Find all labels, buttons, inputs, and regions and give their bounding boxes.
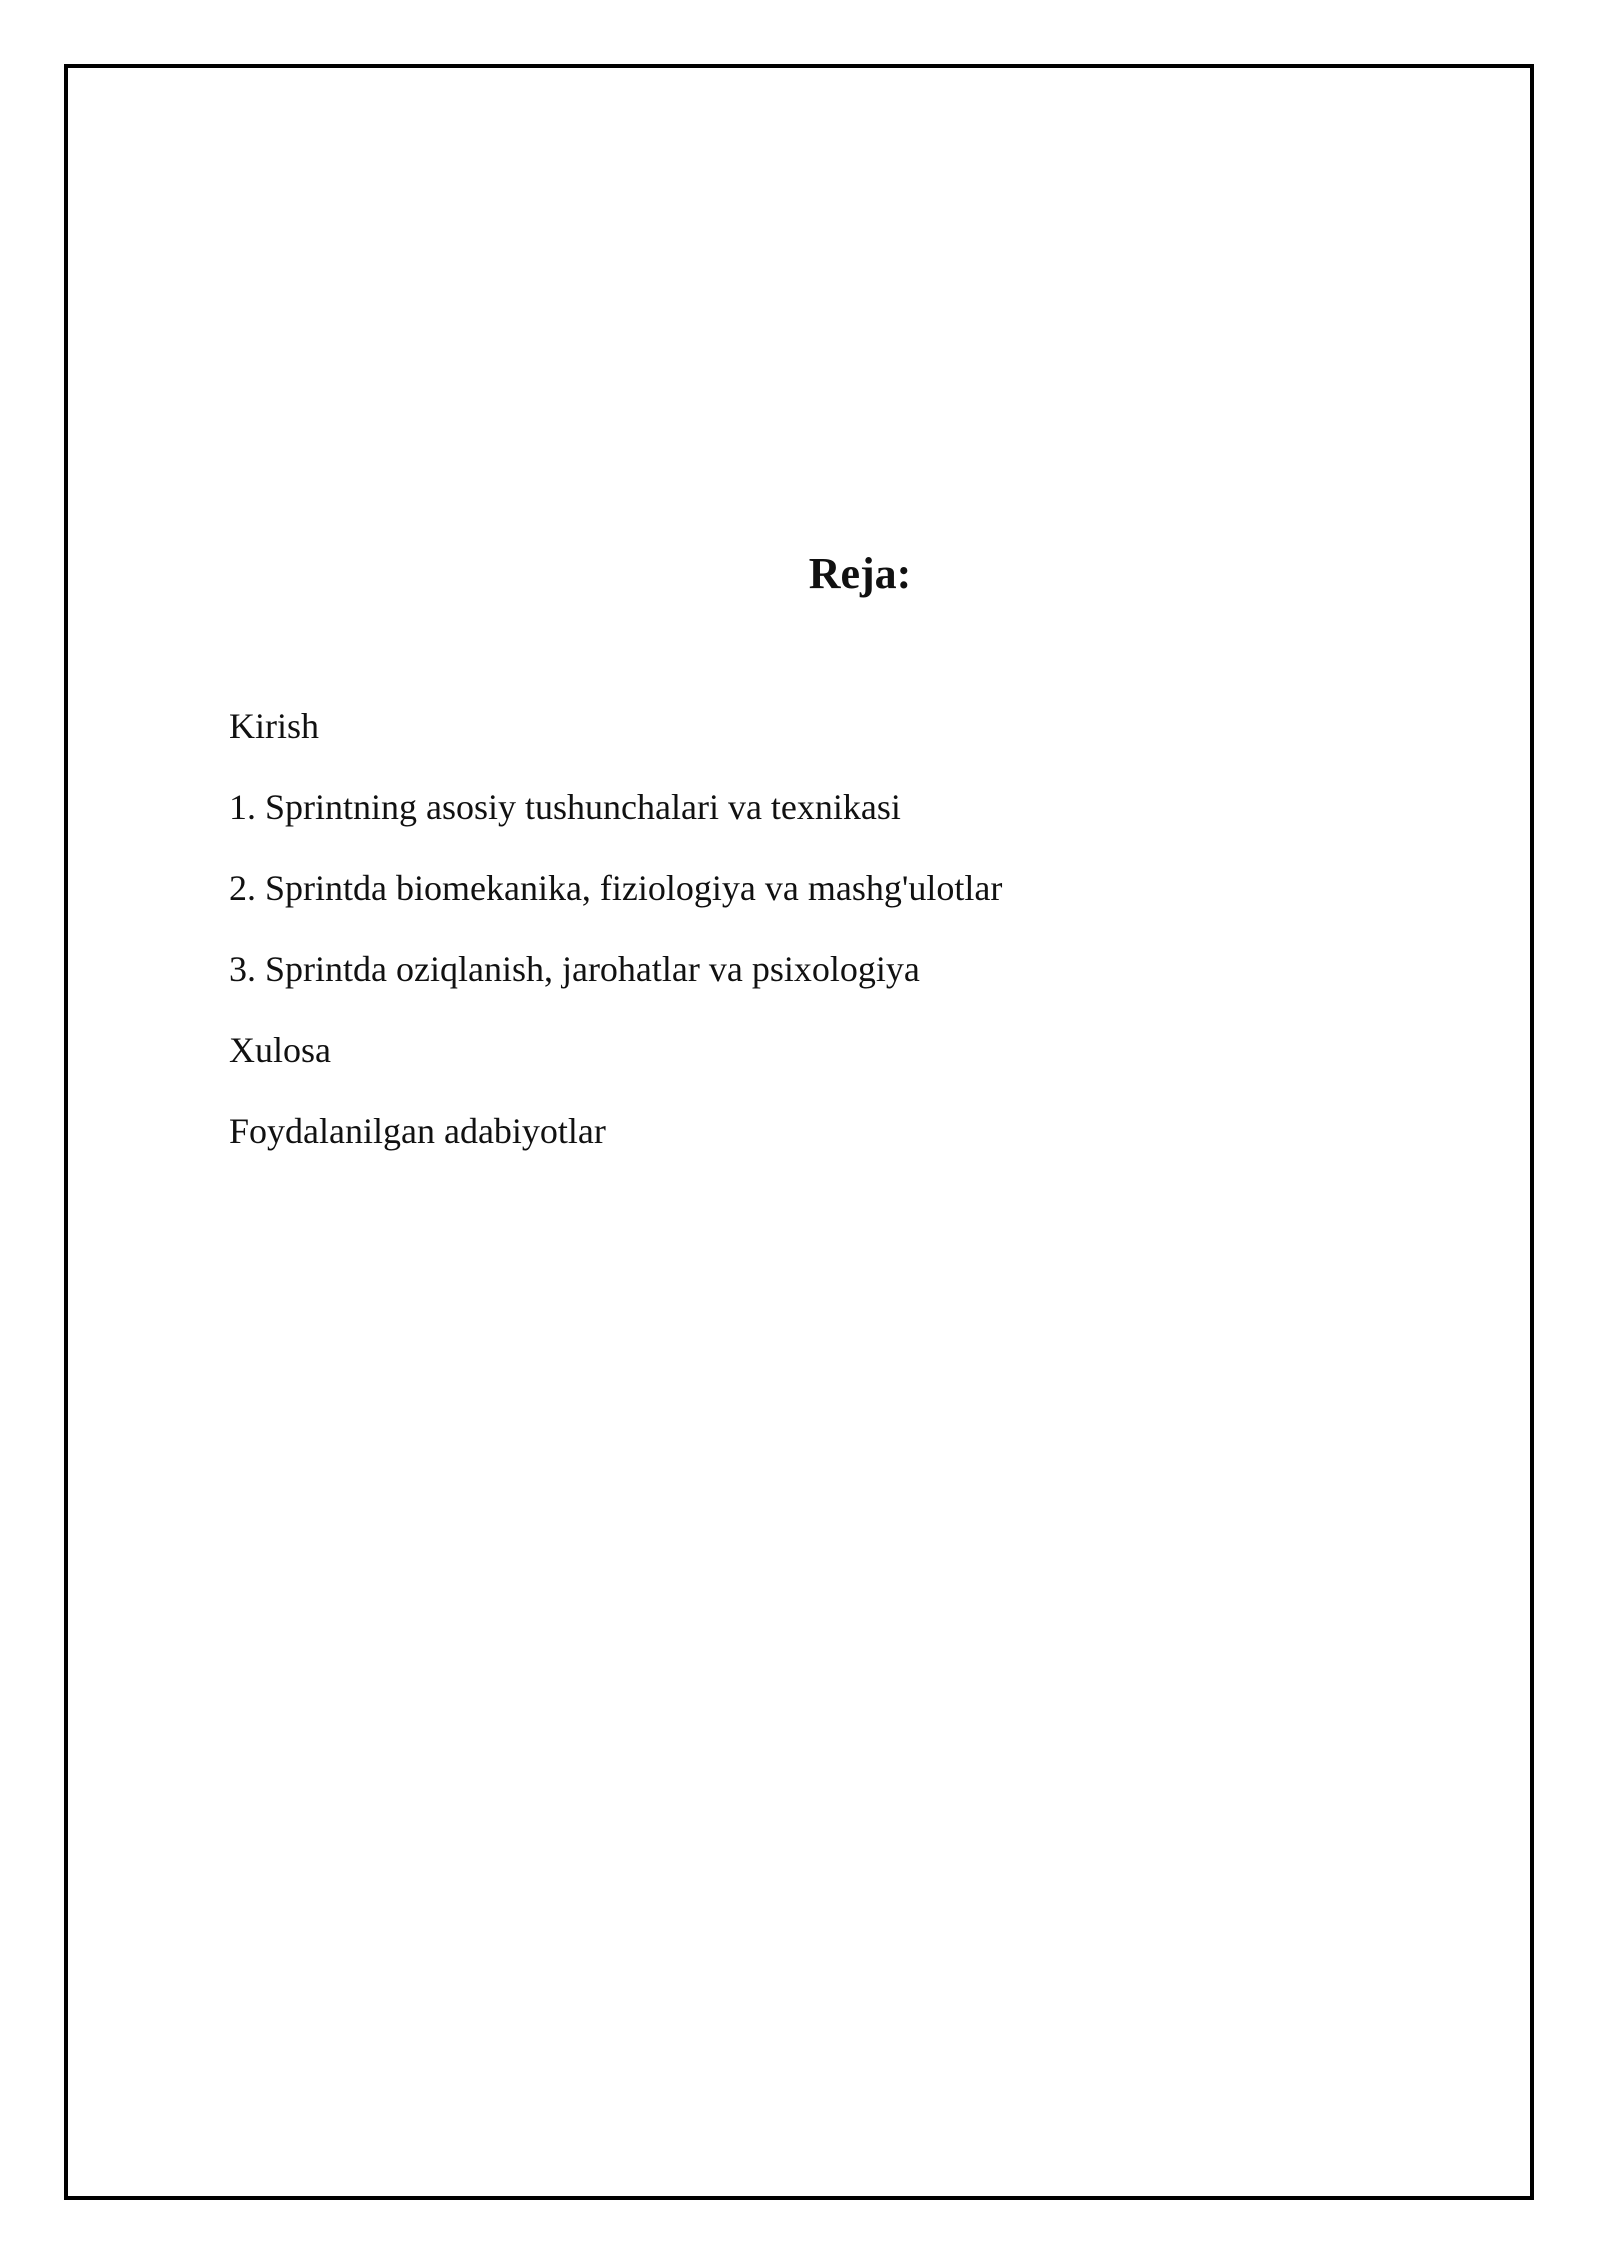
toc-item-references: Foydalanilgan adabiyotlar xyxy=(229,1111,606,1151)
toc-item-chapter-2: 2. Sprintda biomekanika, fiziologiya va mashg'ulotlar xyxy=(229,868,1003,908)
table-of-contents xyxy=(229,696,1002,1182)
toc-item-conclusion: Xulosa xyxy=(229,1030,331,1070)
toc-item-introduction: Kirish xyxy=(229,706,319,746)
toc-item-chapter-3: 3. Sprintda oziqlanish, jarohatlar va psixologiya xyxy=(229,949,920,989)
toc-item-chapter-1: 1. Sprintning asosiy tushunchalari va texnikasi xyxy=(229,787,901,827)
page-title: Reja: xyxy=(808,549,912,598)
